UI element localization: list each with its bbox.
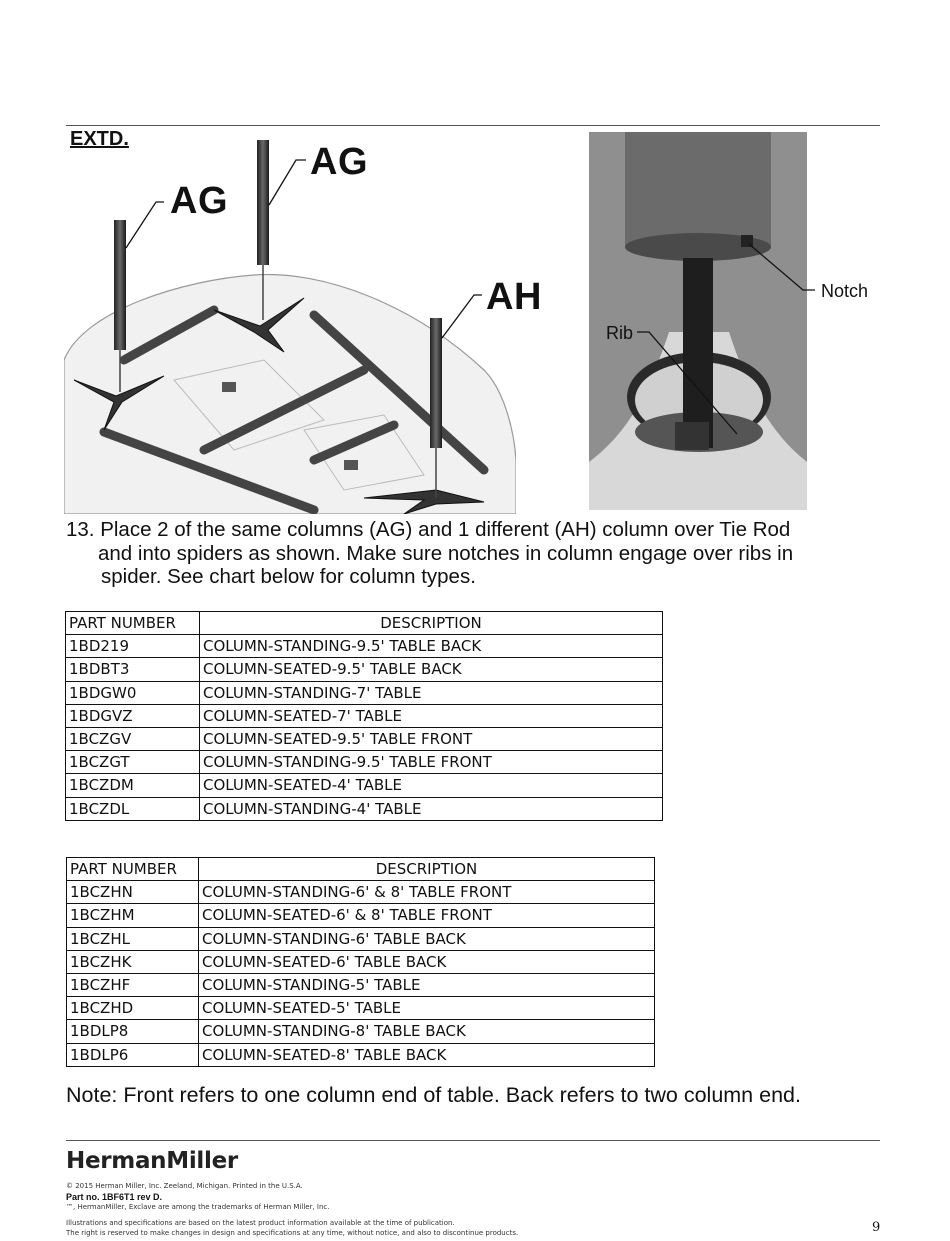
description-cell: COLUMN-SEATED-7' TABLE <box>200 704 663 727</box>
instruction-line-2: and into spiders as shown. Make sure notches in column engage over ribs in <box>98 541 794 565</box>
column-parts-table-2 <box>66 857 655 1067</box>
table-row <box>66 658 663 681</box>
trademark-text: ™, HermanMiller, Exclave are among the trademarks of Herman Miller, Inc. <box>66 1203 330 1211</box>
part-number-cell: 1BCZGV <box>66 727 200 750</box>
table-row <box>67 904 655 927</box>
description-cell: COLUMN-SEATED-9.5' TABLE BACK <box>200 658 663 681</box>
description-cell: COLUMN-SEATED-9.5' TABLE FRONT <box>200 727 663 750</box>
part-number-cell: 1BD219 <box>66 635 200 658</box>
instruction-line-3: spider. See chart below for column types. <box>101 565 476 588</box>
instruction-line-1: 13. Place 2 of the same columns (AG) and 1 different (AH) column over Tie Rod <box>66 518 791 541</box>
section-heading: EXTD. <box>70 128 129 150</box>
table-row <box>67 973 655 996</box>
description-cell: COLUMN-STANDING-4' TABLE <box>200 797 663 820</box>
description-cell: COLUMN-STANDING-6' & 8' TABLE FRONT <box>199 881 655 904</box>
disclaimer-line-1: Illustrations and specifications are based on the latest product information available at the time of publication. <box>66 1219 455 1227</box>
table-row <box>67 881 655 904</box>
description-cell: COLUMN-SEATED-6' & 8' TABLE FRONT <box>199 904 655 927</box>
label-ag-left: AG <box>170 180 228 222</box>
description-cell: COLUMN-STANDING-5' TABLE <box>199 973 655 996</box>
part-number-cell: 1BCZDM <box>66 774 200 797</box>
table-header-row <box>67 858 655 881</box>
part-number-cell: 1BCZHL <box>67 927 199 950</box>
part-number-cell: 1BCZHN <box>67 881 199 904</box>
label-rib: Rib <box>606 323 634 343</box>
description-cell: COLUMN-STANDING-9.5' TABLE BACK <box>200 635 663 658</box>
table-row <box>67 950 655 973</box>
part-number-cell: 1BCZHF <box>67 973 199 996</box>
description-cell: COLUMN-STANDING-8' TABLE BACK <box>199 1020 655 1043</box>
table-row <box>66 751 663 774</box>
copyright-text: © 2015 Herman Miller, Inc. Zeeland, Michigan. Printed in the U.S.A. <box>66 1182 303 1190</box>
table-row <box>67 997 655 1020</box>
description-cell: COLUMN-SEATED-6' TABLE BACK <box>199 950 655 973</box>
column-parts-table-1 <box>65 611 663 821</box>
part-number-cell: 1BCZHD <box>67 997 199 1020</box>
part-number-cell: 1BCZHK <box>67 950 199 973</box>
part-number-cell: 1BDLP6 <box>67 1043 199 1066</box>
description-cell: COLUMN-SEATED-8' TABLE BACK <box>199 1043 655 1066</box>
table-row <box>67 1020 655 1043</box>
part-number-cell: 1BDGW0 <box>66 681 200 704</box>
instruction-step-13 <box>66 518 886 589</box>
label-ag-center: AG <box>310 141 368 183</box>
part-number-cell: 1BCZHM <box>67 904 199 927</box>
label-notch: Notch <box>821 281 869 301</box>
table-row <box>67 1043 655 1066</box>
table-row <box>66 727 663 750</box>
table-header-row <box>66 612 663 635</box>
column-end-note: Note: Front refers to one column end of table. Back refers to two column end. <box>66 1083 801 1107</box>
table-row <box>66 797 663 820</box>
header-description: DESCRIPTION <box>200 612 663 635</box>
brand-logo: HermanMiller <box>66 1148 238 1174</box>
description-cell: COLUMN-SEATED-4' TABLE <box>200 774 663 797</box>
top-rule <box>66 125 880 126</box>
part-number-cell: 1BDGVZ <box>66 704 200 727</box>
table-row <box>66 681 663 704</box>
header-part-number: PART NUMBER <box>67 858 199 881</box>
detail-leader-lines <box>589 132 829 452</box>
description-cell: COLUMN-STANDING-7' TABLE <box>200 681 663 704</box>
description-cell: COLUMN-STANDING-6' TABLE BACK <box>199 927 655 950</box>
part-number-cell: 1BCZDL <box>66 797 200 820</box>
assembly-illustration <box>64 130 516 514</box>
part-number-cell: 1BCZGT <box>66 751 200 774</box>
part-number-cell: 1BDBT3 <box>66 658 200 681</box>
table-row <box>66 635 663 658</box>
header-part-number: PART NUMBER <box>66 612 200 635</box>
description-cell: COLUMN-STANDING-9.5' TABLE FRONT <box>200 751 663 774</box>
part-number-cell: 1BDLP8 <box>67 1020 199 1043</box>
footer-rule <box>66 1140 880 1141</box>
header-description: DESCRIPTION <box>199 858 655 881</box>
table-row <box>67 927 655 950</box>
label-ah: AH <box>486 276 542 318</box>
part-number-text: Part no. 1BF6T1 rev D. <box>66 1192 163 1202</box>
disclaimer-line-2: The right is reserved to make changes in design and specifications at any time, without notice, and also to discontinue products. <box>66 1229 519 1237</box>
page-number: 9 <box>872 1220 881 1235</box>
table-row <box>66 704 663 727</box>
table-row <box>66 774 663 797</box>
description-cell: COLUMN-SEATED-5' TABLE <box>199 997 655 1020</box>
